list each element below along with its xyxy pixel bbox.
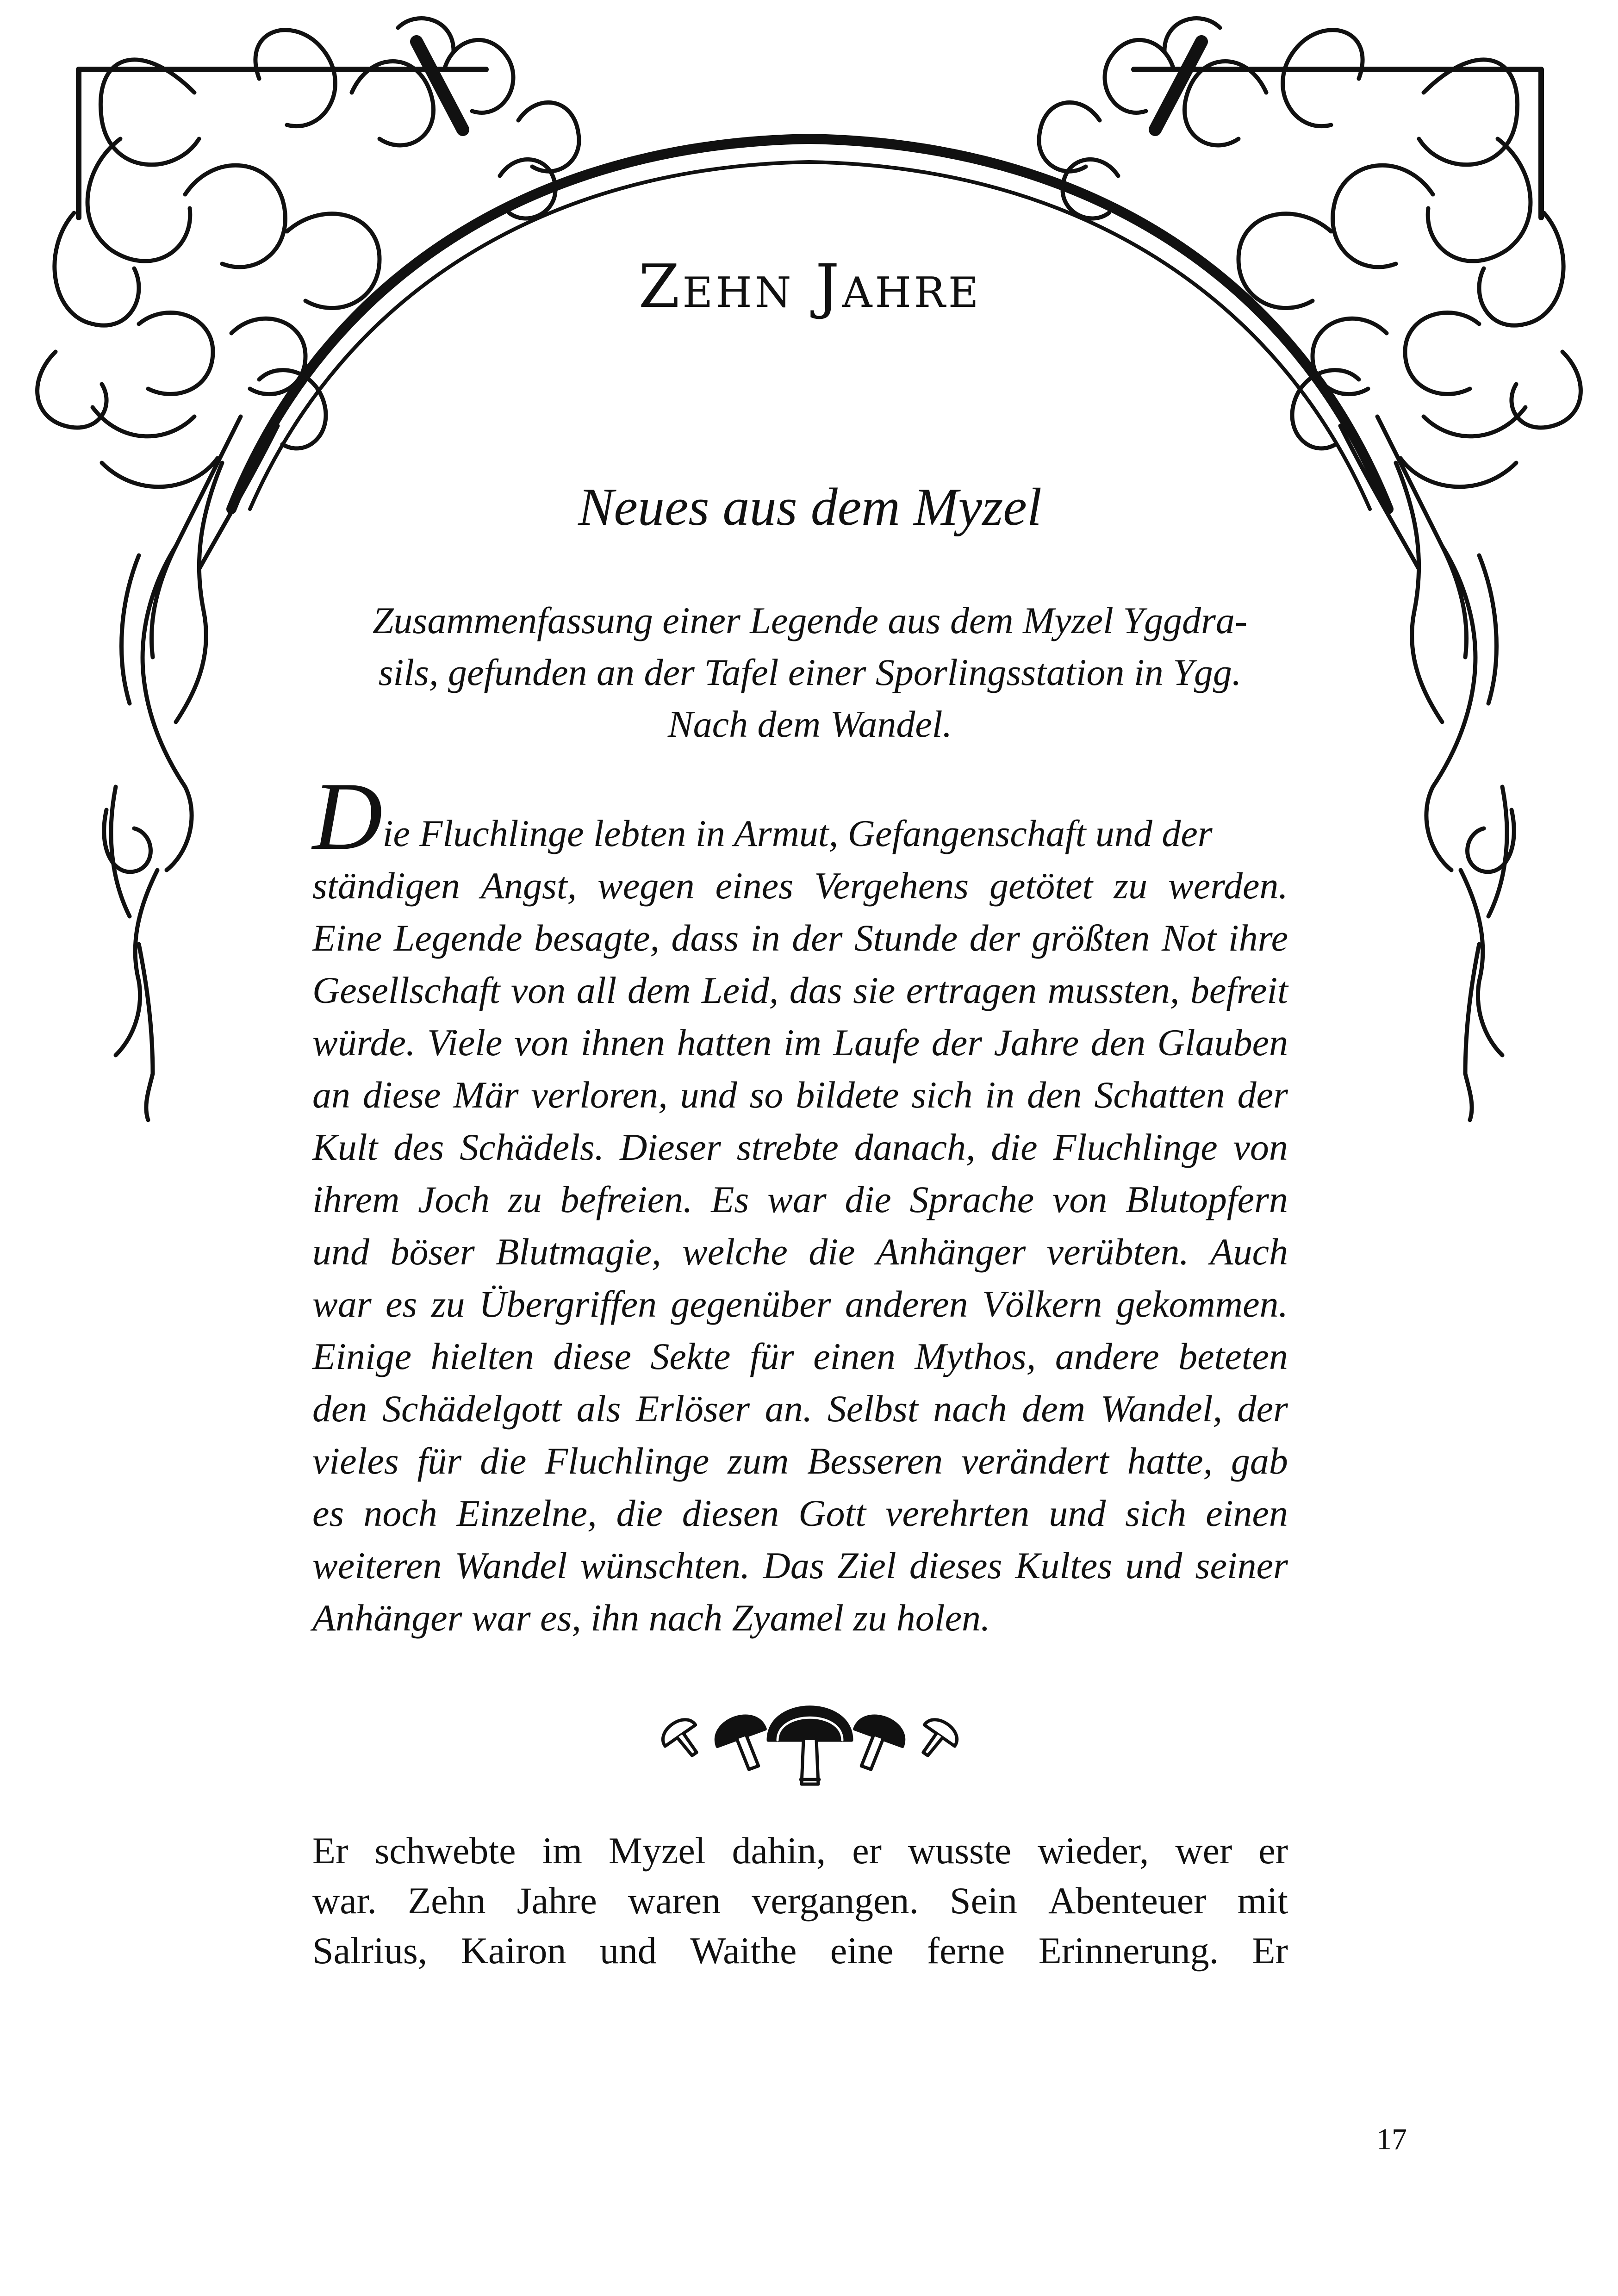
word: im	[783, 1021, 821, 1064]
word: schwebte	[374, 1829, 516, 1872]
word: zu	[508, 1178, 542, 1220]
word: beteten	[1178, 1335, 1288, 1377]
word: befreien.	[560, 1178, 693, 1220]
word: der	[969, 917, 1020, 959]
word: nach	[933, 1388, 1007, 1430]
word: danach,	[854, 1126, 976, 1168]
word: wegen	[597, 865, 695, 907]
word: diese	[553, 1335, 631, 1377]
word: sich	[1125, 1492, 1187, 1534]
word: Viele	[427, 1021, 503, 1064]
word: für	[749, 1335, 794, 1377]
word: diesen	[682, 1492, 779, 1534]
word: Es	[711, 1178, 749, 1220]
legend-line	[312, 1121, 1288, 1173]
legend-summary	[324, 595, 1296, 750]
word: Schädelgott	[382, 1388, 562, 1430]
word: Blutopfern	[1126, 1178, 1288, 1220]
word: dem	[1022, 1388, 1085, 1430]
word: wusste	[908, 1829, 1012, 1872]
summary-line: Zusammenfassung einer Legende aus dem Myzel Yggdra-	[372, 599, 1248, 641]
chapter-title: Zehn Jahre	[638, 252, 982, 321]
word: er	[1258, 1829, 1288, 1872]
word: sie	[853, 969, 896, 1011]
legend-line	[312, 859, 1288, 912]
word: Dieser	[620, 1126, 721, 1168]
word: vergangen.	[752, 1879, 919, 1922]
legend-line	[312, 1487, 1288, 1539]
word: seiner	[1195, 1544, 1288, 1587]
word: der	[931, 1021, 982, 1064]
word: ihnen	[580, 1021, 665, 1064]
word: die	[845, 1178, 891, 1220]
word: Leid,	[701, 969, 779, 1011]
word: Glauben	[1157, 1021, 1288, 1064]
legend-line	[312, 964, 1288, 1016]
word: Wandel	[454, 1544, 567, 1587]
legend-line	[312, 763, 1288, 870]
word: war	[767, 1178, 827, 1220]
word: Legende	[393, 917, 523, 959]
word: der	[792, 917, 843, 959]
drop-cap: D	[312, 763, 383, 870]
word: ferne	[927, 1929, 1005, 1972]
mushroom-row-icon	[648, 1685, 972, 1796]
word: Eine	[312, 917, 382, 959]
legend-line-text: ie Fluchlinge lebten in Armut, Gefangenschaft und der	[382, 812, 1213, 854]
word: Kultes	[1015, 1544, 1113, 1587]
legend-line	[312, 1539, 1288, 1592]
word: weiteren	[312, 1544, 442, 1587]
word: Einzelne,	[456, 1492, 597, 1534]
word: Mär	[453, 1074, 519, 1116]
word: Zehn	[408, 1879, 486, 1922]
word: werden.	[1168, 865, 1288, 907]
word: zu	[1114, 865, 1148, 907]
word: die	[616, 1492, 663, 1534]
word: ertragen	[906, 969, 1037, 1011]
word: war	[312, 1283, 372, 1325]
word: Sprache	[909, 1178, 1034, 1220]
word: hielten	[430, 1335, 534, 1377]
word: wer	[1175, 1829, 1232, 1872]
word: Selbst	[827, 1388, 918, 1430]
legend-text	[312, 763, 1288, 1644]
word: zu	[431, 1283, 465, 1325]
word: von	[1052, 1178, 1108, 1220]
legend-line	[312, 1069, 1288, 1121]
word: es	[312, 1492, 344, 1534]
word: Fluchlinge	[1053, 1126, 1218, 1168]
word: Erinnerung.	[1038, 1929, 1219, 1972]
word: sich	[911, 1074, 973, 1116]
word: ihre	[1228, 917, 1288, 959]
legend-line	[312, 1435, 1288, 1487]
word: all	[576, 969, 617, 1011]
word: er	[852, 1829, 882, 1872]
word: Blutmagie,	[496, 1231, 661, 1273]
word: Ziel	[837, 1544, 896, 1587]
word: so	[749, 1074, 784, 1116]
word: Einige	[312, 1335, 412, 1377]
word: von	[1233, 1126, 1288, 1168]
legend-line	[312, 1278, 1288, 1330]
word: gab	[1231, 1440, 1288, 1482]
word: einen	[1206, 1492, 1288, 1534]
word: Laufe	[833, 1021, 920, 1064]
word: in	[750, 917, 780, 959]
word: von	[514, 1021, 569, 1064]
legend-line	[312, 1226, 1288, 1278]
word: mussten,	[1047, 969, 1180, 1011]
word: Schädels.	[460, 1126, 604, 1168]
word: verloren,	[531, 1074, 668, 1116]
word: ständigen	[312, 865, 460, 907]
summary-line: sils, gefunden an der Tafel einer Sporlingsstation in Ygg.	[378, 651, 1242, 693]
word: und	[680, 1074, 737, 1116]
word: Abenteuer	[1048, 1879, 1207, 1922]
word: Er	[1252, 1929, 1288, 1972]
word: Kult	[312, 1126, 378, 1168]
word: Das	[763, 1544, 824, 1587]
word: diese	[362, 1074, 441, 1116]
word: hatte,	[1127, 1440, 1213, 1482]
word: verübten.	[1046, 1231, 1189, 1273]
word: wünschten.	[580, 1544, 750, 1587]
word: Jahre	[994, 1021, 1079, 1064]
word: vieles	[312, 1440, 399, 1482]
legend-line	[312, 1173, 1288, 1226]
word: Wandel,	[1100, 1388, 1222, 1430]
word: die	[991, 1126, 1038, 1168]
legend-line: Anhänger war es, ihn nach Zyamel zu holen.	[312, 1597, 990, 1639]
word: Waithe	[690, 1929, 797, 1972]
word: Vergehens	[814, 865, 969, 907]
word: und	[312, 1231, 369, 1273]
word: hatten	[677, 1021, 772, 1064]
word: Sekte	[650, 1335, 731, 1377]
word: in	[985, 1074, 1015, 1116]
word: zum	[728, 1440, 789, 1482]
word: welche	[682, 1231, 788, 1273]
word: des	[393, 1126, 444, 1168]
word: verehrten	[885, 1492, 1030, 1534]
section-title: Neues aus dem Myzel	[578, 478, 1042, 537]
word: Not	[1161, 917, 1217, 959]
word: Er	[312, 1829, 348, 1872]
word: gegenüber	[671, 1283, 831, 1325]
word: an	[312, 1074, 350, 1116]
page-number: 17	[1376, 2122, 1407, 2156]
word: Anhänger	[876, 1231, 1026, 1273]
word: anderen	[845, 1283, 968, 1325]
word: würde.	[312, 1021, 416, 1064]
word: Völkern	[982, 1283, 1102, 1325]
word: und	[1125, 1544, 1182, 1587]
word: ihrem	[312, 1178, 400, 1220]
word: Sein	[950, 1879, 1017, 1922]
word: und	[1049, 1492, 1106, 1534]
word: die	[480, 1440, 527, 1482]
word: der	[1237, 1074, 1288, 1116]
word: waren	[628, 1879, 721, 1922]
word: dass	[671, 917, 739, 959]
word: getötet	[989, 865, 1093, 907]
story-line	[312, 1926, 1288, 1976]
story-line	[312, 1876, 1288, 1926]
word: besagte,	[534, 917, 660, 959]
word: einen	[813, 1335, 896, 1377]
word: dahin,	[732, 1829, 826, 1872]
word: eine	[830, 1929, 894, 1972]
story-line	[312, 1826, 1288, 1876]
word: dem	[627, 969, 691, 1011]
word: Mythos,	[915, 1335, 1036, 1377]
word: den	[312, 1388, 367, 1430]
word: Gesellschaft	[312, 969, 500, 1011]
legend-line	[312, 1016, 1288, 1069]
word: es	[385, 1283, 417, 1325]
word: gekommen.	[1116, 1283, 1288, 1325]
legend-line	[312, 1382, 1288, 1435]
word: eines	[715, 865, 794, 907]
word: für	[417, 1440, 462, 1482]
word: Übergriffen	[479, 1283, 657, 1325]
summary-line: Nach dem Wandel.	[667, 703, 952, 745]
legend-line	[312, 1330, 1288, 1382]
word: mit	[1237, 1879, 1288, 1922]
word: den	[1027, 1074, 1082, 1116]
word: befreit	[1190, 969, 1288, 1011]
word: Stunde	[854, 917, 958, 959]
word: Schatten	[1094, 1074, 1225, 1116]
legend-line	[312, 912, 1288, 964]
word: Auch	[1210, 1231, 1288, 1273]
word: Salrius,	[312, 1929, 428, 1972]
word: der	[1237, 1388, 1288, 1430]
story-text	[312, 1826, 1288, 1976]
word: den	[1090, 1021, 1146, 1064]
word: Jahre	[517, 1879, 597, 1922]
word: das	[789, 969, 842, 1011]
word: andere	[1055, 1335, 1159, 1377]
word: strebte	[736, 1126, 839, 1168]
word: Myzel	[609, 1829, 706, 1872]
word: größten	[1032, 917, 1150, 959]
word: Erlöser	[636, 1388, 750, 1430]
word: noch	[363, 1492, 437, 1534]
word: verändert	[961, 1440, 1109, 1482]
word: Besseren	[807, 1440, 943, 1482]
word: und	[599, 1929, 657, 1972]
word: dieses	[909, 1544, 1002, 1587]
word: böser	[390, 1231, 475, 1273]
word: Fluchlinge	[545, 1440, 709, 1482]
word: im	[542, 1829, 583, 1872]
word: Gott	[798, 1492, 866, 1534]
word: Kairon	[461, 1929, 566, 1972]
word: Joch	[418, 1178, 490, 1220]
word: die	[809, 1231, 855, 1273]
word: von	[510, 969, 566, 1011]
word: als	[576, 1388, 621, 1430]
word: bildete	[796, 1074, 899, 1116]
word: Angst,	[480, 865, 577, 907]
word: an.	[765, 1388, 813, 1430]
word: wieder,	[1038, 1829, 1149, 1872]
word: war.	[312, 1879, 377, 1922]
